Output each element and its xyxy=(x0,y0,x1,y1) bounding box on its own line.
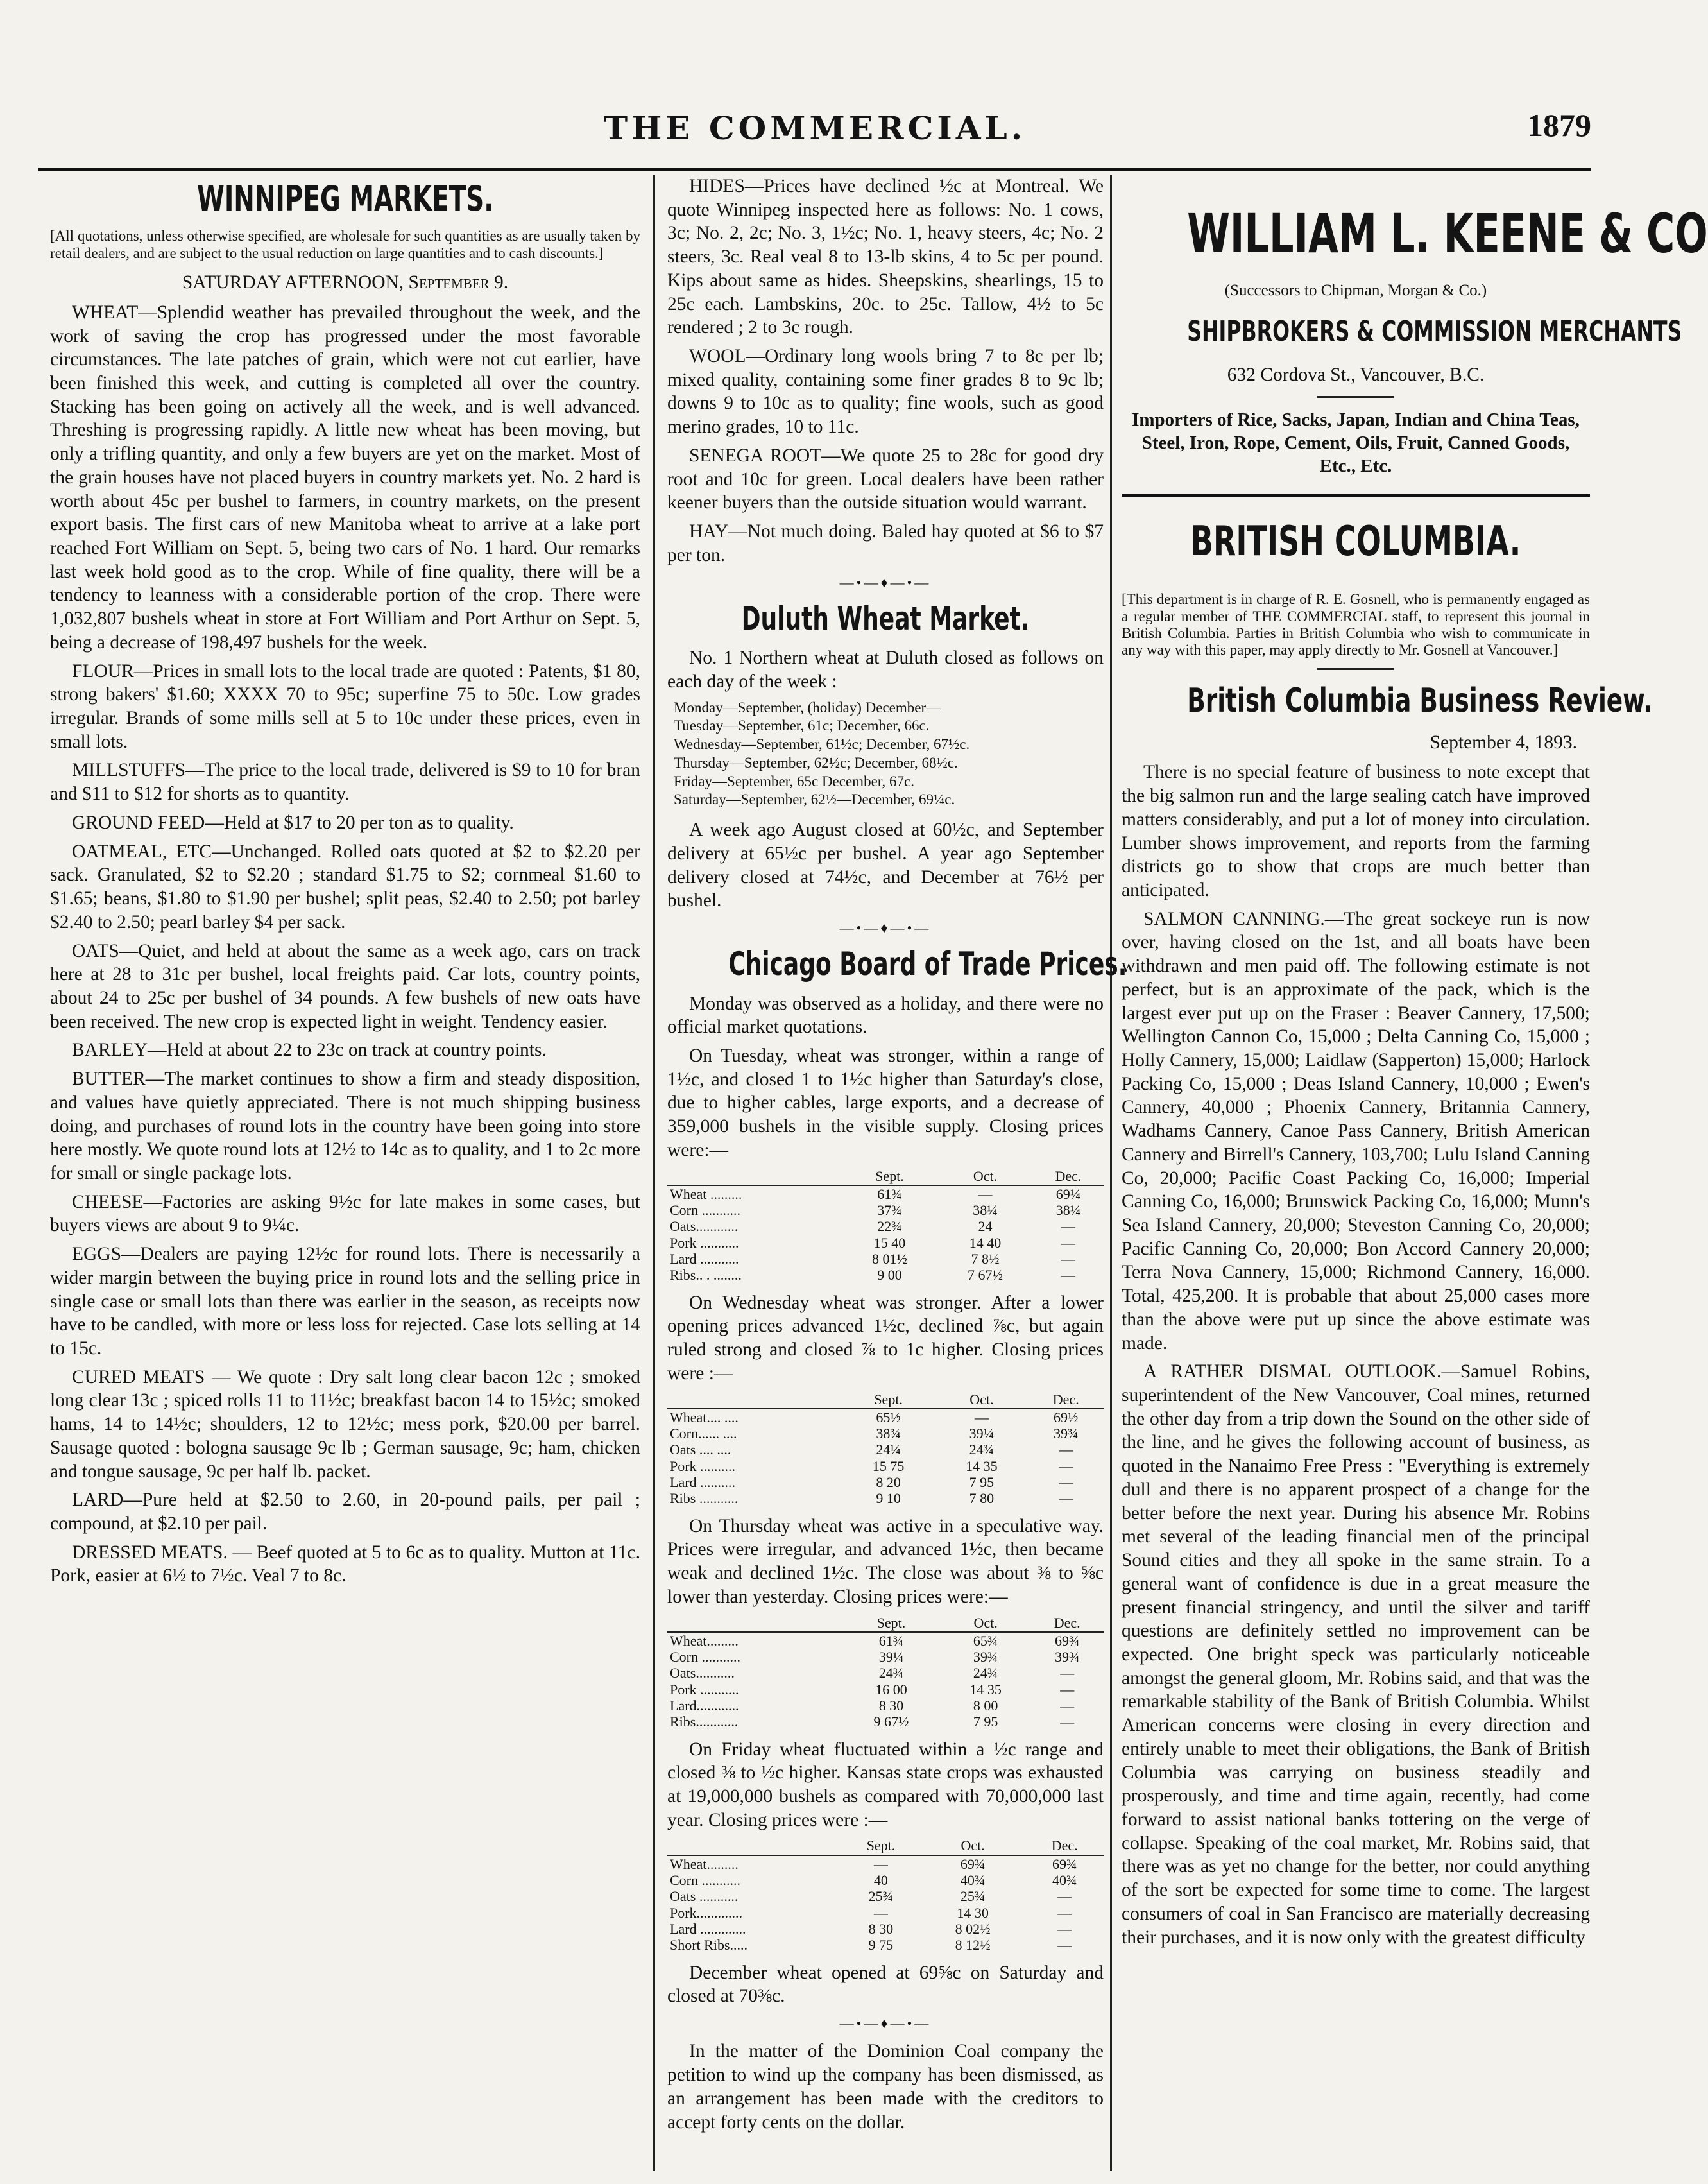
table-row xyxy=(667,1665,1104,1681)
table-cell: — xyxy=(873,1855,888,1872)
article-body xyxy=(50,301,640,1588)
table-cell: 25¾ xyxy=(868,1888,894,1905)
table-cell: Lard............ xyxy=(670,1697,739,1714)
section-title: British Columbia Business Review. xyxy=(1187,681,1653,720)
article-body xyxy=(1122,761,1590,1949)
table-column-header: Oct. xyxy=(941,1614,1030,1632)
daily-closing-item: Monday—September, (holiday) December— xyxy=(674,699,941,716)
paragraph-text: — We quote : Dry salt long clear bacon 12c ; smoked long clear 13c ; spiced rolls 11 to 11½c; breakfast bacon 14 to 15½c; smoked hams, 14 to 14½c; shoulders, 12 to 12½c; mess pork, $20.00 per barrel. Sausage quoted : bologna sausage 9c lb ; German sausage, 9c; ham, chicken and tongue sausage, 9c per half lb. packet. xyxy=(50,1366,640,1482)
table-cell: Pork ........... xyxy=(670,1234,739,1251)
paragraph-text: —We quote 25 to 28c for good dry root and 10c for green. Local dealers have been rather keener buyers than the outside situation would warrant. xyxy=(667,445,1104,513)
table-cell: 37¾ xyxy=(877,1202,902,1219)
table-column-header: Dec. xyxy=(1030,1614,1104,1632)
paragraph-text: —The market continues to show a firm and steady disposition, and values have quietly appreciated. There is not much shipping business doing, and purchases of round lots in the country have been going into store here mostly. We quote round lots at 12½ to 14c as to quality, and 1 to 2c more for small or single package lots. xyxy=(50,1069,640,1183)
table-cell: — xyxy=(1060,1697,1075,1714)
paragraph-text: There is no special feature of business to note except that the big salmon run and the large sealing catch have improved matters considerably, and put a lot of money into circulation. Lumber shows improvement, and reports from the farming districts go to show that crops are much better than anticipated. xyxy=(1122,762,1590,900)
paragraph: No. 1 Northern wheat at Duluth closed as follows on each day of the week : xyxy=(667,648,1104,692)
table-cell: — xyxy=(1057,1937,1072,1954)
table-row xyxy=(667,1251,1104,1267)
paragraph xyxy=(50,1541,640,1588)
daily-closing-list xyxy=(674,699,1104,810)
divider xyxy=(1122,494,1590,497)
paragraph-lead: CURED MEATS xyxy=(72,1366,205,1388)
table-row xyxy=(667,1458,1104,1474)
table-cell: 38¼ xyxy=(973,1202,998,1219)
paragraph xyxy=(50,1038,640,1062)
table-cell: 65¾ xyxy=(973,1632,998,1649)
table-cell: 69¼ xyxy=(1055,1185,1081,1202)
table-cell: — xyxy=(974,1409,989,1425)
daily-closing-item: Tuesday—September, 61c; December, 66c. xyxy=(674,718,930,734)
table-row xyxy=(667,1490,1104,1506)
separator: —•—♦—•— xyxy=(839,2015,932,2031)
paragraph-text: —Splendid weather has prevailed throughout the week, and the work of saving the crop has progressed under the most favorable circumstances. The late patches of grain, which were not cut earlier, have been finished this week, and cutting is completed all over the country. Stacking has been going on actively all the week, and is well advanced. Threshing is progressing rapidly. A little new wheat has been moving, but only a trifling quantity, and only a few buyers are yet on the market. Most of the grain houses have not placed buyers in country markets yet. No. 2 hard is worth about 45c per bushel to farmers, in country markets, on the present export basis. The first cars of new Manitoba wheat to arrive at a lake port reached Fort William on Sept. 5, being two cars of No. 1 hard. Our remarks last week hold good as to the crop. While of fine quality, there will be a tendency to leanness with a considerable portion of the crop. There were 1,032,807 bushels wheat in store at Fort William and Port Arthur on Sept. 5, being a decrease of 198,497 bushels for the week. xyxy=(50,302,640,653)
table-cell: 39¾ xyxy=(1054,1649,1080,1665)
paragraph-text: —Ordinary long wools bring 7 to 8c per lb; mixed quality, containing some finer grades 8 to 9c lb; downs 9 to 10c as to quality; fine wools, such as good merino grades, 10 to 11c. xyxy=(667,346,1104,438)
table-cell: 65½ xyxy=(876,1409,901,1425)
paragraph: Monday was observed as a holiday, and there were no official market quotations. xyxy=(667,993,1104,1038)
table-cell: — xyxy=(1061,1218,1075,1235)
table-row xyxy=(667,1202,1104,1218)
table-column-header: Sept. xyxy=(842,1837,920,1855)
paragraph xyxy=(1122,907,1590,1355)
separator: —•—♦—•— xyxy=(839,919,932,936)
table-cell: — xyxy=(1057,1888,1072,1905)
table-cell: 38¾ xyxy=(876,1425,901,1442)
paragraph: December wheat opened at 69⅝c on Saturday and closed at 70⅜c. xyxy=(667,1962,1104,2007)
paragraph-text: —Unchanged. Rolled oats quoted at $2 to $2.20 per sack. Granulated, $2 to $2.20 ; standard $1.75 to $2; cornmeal $1.60 to $1.65; beans, $1.80 to $1.90 per bushel; split peas, $2.40 to 2.50; pot barley $2.40 to 2.50; pearl barley $4 per sack. xyxy=(50,841,640,933)
paragraph-lead: WOOL xyxy=(689,346,746,367)
table-cell: — xyxy=(1060,1714,1075,1730)
table-cell: 8 30 xyxy=(878,1697,904,1714)
section-title: Chicago Board of Trade Prices. xyxy=(728,945,1127,983)
table-cell: 9 75 xyxy=(868,1937,894,1954)
table-row xyxy=(667,1185,1104,1202)
price-table xyxy=(667,1391,1104,1507)
section-title: WINNIPEG MARKETS. xyxy=(196,178,494,219)
paragraph xyxy=(50,301,640,655)
department-note: [This department is in charge of R. E. Gosnell, who is permanently engaged as a regular member of THE COMMERCIAL staff, to represent this journal in British Columbia. Parties in British Columbia who wish to communicate in any way with this paper, may apply directly to Mr. Gosnell at Vancouver.] xyxy=(1122,591,1590,658)
table-cell: 38¼ xyxy=(1055,1202,1081,1219)
section-title: Duluth Wheat Market. xyxy=(741,599,1030,637)
table-cell: Wheat......... xyxy=(670,1855,739,1872)
table-row xyxy=(667,1921,1104,1937)
table-cell: Oats ........... xyxy=(670,1888,739,1905)
divider xyxy=(1317,396,1394,398)
paragraph-text: —Quiet, and held at about the same as a week ago, cars on track here at 28 to 31c per bushel, local freights paid. Car lots, country points, about 24 to 25c per bushel of 34 pounds. A few bushels of new oats have been received. The new crop is expected light in weight. Tendency easier. xyxy=(50,940,640,1032)
table-row xyxy=(667,1649,1104,1665)
table-cell: Lard ........... xyxy=(670,1251,739,1268)
paragraph-lead: MILLSTUFFS xyxy=(72,760,186,781)
table-column-header: Dec. xyxy=(1033,1167,1104,1185)
paragraph-text: —Not much doing. Baled hay quoted at $6 to $7 per ton. xyxy=(667,521,1104,565)
page-header xyxy=(38,96,1591,160)
table-cell: Ribs.. . ........ xyxy=(670,1267,742,1284)
table-cell: — xyxy=(978,1185,993,1202)
paragraph xyxy=(50,660,640,754)
table-column-header: Sept. xyxy=(842,1391,935,1409)
table-row xyxy=(667,1267,1104,1283)
paragraph: On Thursday wheat was active in a speculative way. Prices were irregular, and advanced 1½c, then became weak and declined 1½c. The close was about ⅜ to ⅝c lower than yesterday. Closing prices were:— xyxy=(667,1515,1104,1607)
table-cell: 16 00 xyxy=(875,1681,907,1698)
advertiser-role: SHIPBROKERS & COMMISSION MERCHANTS xyxy=(1187,314,1682,348)
table-row xyxy=(667,1681,1104,1698)
paragraph-lead: FLOUR xyxy=(72,660,134,682)
table-row xyxy=(667,1632,1104,1649)
table-cell: 24¼ xyxy=(876,1441,901,1458)
table-cell: 14 35 xyxy=(966,1457,998,1474)
price-table xyxy=(667,1167,1104,1284)
table-cell: Wheat ......... xyxy=(670,1185,742,1202)
table-cell: 24 xyxy=(978,1218,993,1235)
paragraph-text: —Held at $17 to 20 per ton as to quality. xyxy=(205,812,514,833)
keene-advertisement xyxy=(1122,200,1708,477)
table-cell: 9 00 xyxy=(877,1267,902,1284)
divider xyxy=(1317,668,1394,670)
table-cell: — xyxy=(1061,1234,1075,1251)
paragraph-text: —Held at about 22 to 23c on track at country points. xyxy=(148,1040,547,1061)
paragraph xyxy=(50,1242,640,1361)
table-cell: 9 10 xyxy=(876,1490,901,1507)
table-row xyxy=(667,1425,1104,1441)
paragraph-lead: DRESSED MEATS xyxy=(72,1542,223,1563)
paragraph: A week ago August closed at 60½c, and September delivery at 65½c per bushel. A year ago September delivery closed at 74½c, and December at 76½ per bushel. xyxy=(667,820,1104,911)
table-cell: 7 67½ xyxy=(968,1267,1003,1284)
paragraph-lead: CHEESE xyxy=(72,1191,144,1212)
table-cell: 14 30 xyxy=(957,1904,989,1921)
table-cell: Pork ........... xyxy=(670,1681,739,1698)
paragraph-lead: OATMEAL, ETC xyxy=(72,841,212,862)
paragraph-text: —The price to the local trade, delivered is $9 to 10 for bran and $11 to $12 for shorts as to quantity. xyxy=(50,760,640,805)
table-row xyxy=(667,1235,1104,1251)
table-cell: 39¼ xyxy=(878,1649,904,1665)
table-cell: Wheat.... .... xyxy=(670,1409,739,1425)
paragraph-text: —Pure held at $2.50 to 2.60, in 20-pound pails, per pail ; compound, at $2.10 per pail. xyxy=(50,1490,640,1535)
table-cell: Oats............ xyxy=(670,1218,739,1235)
table-cell: 14 40 xyxy=(969,1234,1002,1251)
table-row xyxy=(667,1474,1104,1490)
table-cell: 69¾ xyxy=(1054,1632,1080,1649)
paragraph-lead: WHEAT xyxy=(72,302,139,323)
table-cell: Corn...... .... xyxy=(670,1425,737,1442)
table-cell: 24¾ xyxy=(878,1665,904,1681)
table-cell: Lard ............. xyxy=(670,1920,746,1937)
table-column-header: Oct. xyxy=(920,1837,1026,1855)
paragraph-text: —Dealers are paying 12½c for round lots. There is necessarily a wider margin between the buying price in round lots and the selling price in single case or small lots than there was earlier in the season, as receipts now have to be candled, with more or less loss for rejected. Case lots selling at 14 to 15c. xyxy=(50,1244,640,1359)
table-cell: — xyxy=(1060,1681,1075,1698)
table-cell: 8 01½ xyxy=(872,1251,907,1268)
table-cell: 7 80 xyxy=(969,1490,995,1507)
table-cell: 39¾ xyxy=(973,1649,998,1665)
paragraph-lead: BARLEY xyxy=(72,1040,148,1061)
table-row xyxy=(667,1698,1104,1714)
table-cell: Corn ........... xyxy=(670,1202,740,1219)
table-column-header: Dec. xyxy=(1029,1391,1104,1409)
table-row xyxy=(667,1409,1104,1425)
table-cell: Short Ribs..... xyxy=(670,1937,748,1954)
table-row xyxy=(667,1441,1104,1457)
table-cell: 69¾ xyxy=(1052,1855,1077,1872)
paragraph xyxy=(667,345,1104,439)
daily-closing-item: Wednesday—September, 61½c; December, 67½c. xyxy=(674,736,970,753)
table-cell: Oats .... .... xyxy=(670,1441,731,1458)
paragraph xyxy=(1122,761,1590,902)
table-cell: — xyxy=(1059,1457,1073,1474)
paragraph-text: .—Samuel Robins, superintendent of the New Vancouver, Coal mines, returned the other day from a trip down the Sound on the other side of the line, and he gives the following account of business, as quoted in the Nanaimo Free Press : "Everything is extremely dull and there is no apparent prospect of a change for the better before the next year. During his absence Mr. Robins met several of the leading financial men of the principal Sound cities and they all spoke in the same strain. To a general want of confidence is due in a great measure the present financial stringency, and until the silver and tariff questions are definitely settled no improvement can be expected. One bright speck was particularly noticeable amongst the general gloom, Mr. Robins said, and that was the remarkable stability of the Bank of British Columbia. Whilst American concerns were closing in every direction and entirely unable to meet their obligations, the Bank of British Columbia was carrying on business steadily and prosperously, and time and time again, recently, had come forward to assist national banks tottering on the verge of collapse. Speaking of the coal market, Mr. Robins said, that there was as yet no change for the better, nor could anything of the sort be expected for some time to come. The largest consumers of coal in San Francisco are materially decreasing their purchases, and it is now only with the greatest difficulty xyxy=(1122,1361,1590,1948)
daily-closing-item: Thursday—September, 62½c; December, 68½c. xyxy=(674,754,958,771)
advertiser-name: WILLIAM L. KEENE & CO xyxy=(1187,202,1708,265)
paragraph-text: . — Beef quoted at 5 to 6c as to quality. Mutton at 11c. Pork, easier at 6½ to 7½c. Veal 7 to 8c. xyxy=(50,1542,640,1586)
paragraph xyxy=(50,1488,640,1535)
table-column-header xyxy=(667,1167,842,1185)
dateline: SATURDAY AFTERNOON, September 9. xyxy=(182,272,509,293)
table-cell: Lard .......... xyxy=(670,1474,736,1491)
table-column-header: Oct. xyxy=(937,1167,1033,1185)
table-cell: Pork............. xyxy=(670,1904,743,1921)
table-row xyxy=(667,1937,1104,1953)
paragraph-lead: EGGS xyxy=(72,1244,122,1265)
table-row xyxy=(667,1855,1104,1872)
table-row xyxy=(667,1218,1104,1234)
page-number: 1879 xyxy=(1527,107,1591,143)
table-column-header: Oct. xyxy=(935,1391,1028,1409)
table-column-header: Sept. xyxy=(842,1614,941,1632)
article-body xyxy=(667,175,1104,567)
section-title: BRITISH COLUMBIA. xyxy=(1190,518,1521,566)
paragraph-lead: SALMON CANNING xyxy=(1143,908,1320,929)
table-cell: Ribs ........... xyxy=(670,1490,739,1507)
paragraph-lead: LARD xyxy=(72,1490,124,1511)
paragraph xyxy=(50,1067,640,1185)
paragraph-lead: HIDES xyxy=(689,176,745,196)
table-cell: 40¾ xyxy=(1052,1872,1077,1889)
table-cell: 7 95 xyxy=(969,1474,995,1491)
table-cell: 8 12½ xyxy=(955,1937,991,1954)
table-cell: 22¾ xyxy=(877,1218,902,1235)
table-cell: — xyxy=(1059,1441,1073,1458)
table-column-header: Dec. xyxy=(1025,1837,1104,1855)
table-cell: 61¾ xyxy=(878,1632,904,1649)
table-cell: 69¾ xyxy=(960,1855,986,1872)
table-cell: — xyxy=(1057,1904,1072,1921)
table-cell: — xyxy=(1059,1474,1073,1491)
table-cell: — xyxy=(1061,1267,1075,1284)
advertiser-importers: Importers of Rice, Sacks, Japan, Indian and China Teas, Steel, Iron, Rope, Cement, Oils, Fruit, Canned Goods, Etc., Etc. xyxy=(1132,409,1580,477)
dateline: September 4, 1893. xyxy=(1430,732,1577,753)
paragraph: On Friday wheat fluctuated within a ½c range and closed ⅜ to ½c higher. Kansas state crops was exhausted at 19,000,000 bushels as compared with 70,000,000 last year. Closing prices were :— xyxy=(667,1739,1104,1830)
table-column-header xyxy=(667,1614,842,1632)
table-cell: 8 30 xyxy=(868,1920,894,1937)
price-table xyxy=(667,1837,1104,1953)
table-row xyxy=(667,1714,1104,1730)
table-cell: — xyxy=(1060,1665,1075,1681)
paragraph-text: —Prices in small lots to the local trade are quoted : Patents, $1 80, strong bakers' $1.60; XXXX 70 to 95c; superfine 75 to 50c. Low grades irregular. Brands of some mills sell at 5 to 10c under these prices, even in small lots. xyxy=(50,660,640,752)
table-cell: 15 75 xyxy=(872,1457,905,1474)
paragraph-lead: HAY xyxy=(689,521,729,542)
table-cell: Ribs............ xyxy=(670,1714,739,1730)
price-table xyxy=(667,1614,1104,1730)
paragraph xyxy=(667,520,1104,567)
header-rule xyxy=(38,168,1591,171)
table-cell: 40¾ xyxy=(960,1872,986,1889)
table-cell: 25¾ xyxy=(960,1888,986,1905)
paragraph xyxy=(50,940,640,1034)
table-cell: 39¾ xyxy=(1054,1425,1079,1442)
paragraph-lead: OATS xyxy=(72,940,119,961)
table-cell: — xyxy=(1061,1251,1075,1268)
table-cell: 69½ xyxy=(1054,1409,1079,1425)
daily-closing-item: Saturday—September, 62½—December, 69¼c. xyxy=(674,791,955,808)
table-cell: 15 40 xyxy=(873,1234,906,1251)
table-cell: 24¾ xyxy=(969,1441,995,1458)
table-cell: 40 xyxy=(873,1872,888,1889)
paragraph-lead: BUTTER xyxy=(72,1069,146,1090)
paragraph xyxy=(667,175,1104,340)
table-cell: 9 67½ xyxy=(873,1714,909,1730)
page-title: THE COMMERCIAL. xyxy=(603,109,1027,147)
table-cell: 24¾ xyxy=(973,1665,998,1681)
table-row xyxy=(667,1905,1104,1921)
table-cell: 61¾ xyxy=(877,1185,902,1202)
table-column-header: Sept. xyxy=(842,1167,937,1185)
column-divider xyxy=(1110,175,1112,2171)
paragraph xyxy=(1122,1360,1590,1949)
table-cell: 7 95 xyxy=(973,1714,998,1730)
table-cell: — xyxy=(1057,1920,1072,1937)
right-column xyxy=(1122,175,1708,2177)
table-cell: 8 02½ xyxy=(955,1920,991,1937)
table-cell: Corn ........... xyxy=(670,1872,740,1889)
paragraph xyxy=(50,759,640,805)
table-row xyxy=(667,1888,1104,1904)
table-cell: 8 20 xyxy=(876,1474,901,1491)
paragraph xyxy=(667,444,1104,515)
table-cell: — xyxy=(1059,1490,1073,1507)
table-cell: — xyxy=(873,1904,888,1921)
table-cell: 7 8½ xyxy=(971,1251,1000,1268)
paragraph-text: —Factories are asking 9½c for late makes in some cases, but buyers views are about 9 to 9¼c. xyxy=(50,1191,640,1236)
table-cell: 14 35 xyxy=(969,1681,1002,1698)
paragraph xyxy=(50,811,640,835)
winnipeg-markets-column xyxy=(50,175,640,2177)
middle-column xyxy=(667,175,1127,2177)
advertiser-successors: (Successors to Chipman, Morgan & Co.) xyxy=(1224,281,1487,299)
table-cell: Corn ........... xyxy=(670,1649,740,1665)
paragraph-lead: A RATHER DISMAL OUTLOOK xyxy=(1143,1361,1437,1382)
paragraph xyxy=(50,1191,640,1237)
table-cell: 39¼ xyxy=(969,1425,995,1442)
quotation-note: [All quotations, unless otherwise specified, are wholesale for such quantities as are usually taken by retail dealers, and are subject to the usual reduction on large quantities and to cash discounts.] xyxy=(50,228,640,261)
paragraph-lead: SENEGA ROOT xyxy=(689,445,822,466)
paragraph: In the matter of the Dominion Coal company the petition to wind up the company has been dismissed, as an arrangement has been made with the creditors to accept forty cents on the dollar. xyxy=(667,2041,1104,2133)
daily-closing-item: Friday—September, 65c December, 67c. xyxy=(674,773,914,789)
table-row xyxy=(667,1872,1104,1888)
paragraph: On Tuesday, wheat was stronger, within a range of 1½c, and closed 1 to 1½c higher than Saturday's close, due to higher cables, large exports, and a decrease of 359,000 bushels in the visible supply. Closing prices were:— xyxy=(667,1045,1104,1160)
paragraph-text: —Prices have declined ½c at Montreal. We quote Winnipeg inspected here as follows: No. 1 cows, 3c; No. 2, 2c; No. 3, 1½c; No. 1, heavy steers, 4c; No. 2 steers, 3c. Real veal 8 to 13-lb skins, 4 to 5c per pound. Kips about same as hides. Sheepskins, shearlings, 15 to 25c each. Lambskins, 20c. to 25c. Tallow, 4½ to 5c rendered ; 2 to 3c rough. xyxy=(667,176,1104,338)
paragraph xyxy=(50,1366,640,1484)
table-cell: Wheat......... xyxy=(670,1632,739,1649)
table-column-header xyxy=(667,1837,842,1855)
advertiser-address: 632 Cordova St., Vancouver, B.C. xyxy=(1227,365,1485,386)
paragraph-lead: GROUND FEED xyxy=(72,812,205,833)
separator: —•—♦—•— xyxy=(839,574,932,590)
column-divider xyxy=(653,175,655,2171)
table-cell: Pork .......... xyxy=(670,1457,736,1474)
paragraph xyxy=(50,840,640,934)
paragraph-text: .—The great sockeye run is now over, having closed on the 1st, and all boats have been withdrawn and men paid off. The following estimate is not perfect, but is an approximate of the pack, which is the largest ever put up on the Fraser : Beaver Cannery, 17,500; Wellington Cannon Co, 15,000 ; Delta Canning Co, 15,000 ; Holly Cannery, 15,000; Laidlaw (Sapperton) 15,000; Harlock Packing Co, 15,000 ; Deas Island Cannery, 10,000 ; Ewen's Cannery, 40,000 ; Phoenix Cannery, Britannia Cannery, Wadhams Cannery, Canoe Pass Cannery, British American Cannery and Birrell's Cannery, 103,700; Lulu Island Canning Co, 20,000; Pacific Coast Packing Co, 16,000; Imperial Canning Co, 16,000; Brunswick Packing Co, 16,000; Munn's Sea Island Cannery, 20,000; Steveston Canning Co, 20,000; Pacific Canning Co, 20,000; Bon Accord Cannery 20,000; Terra Nova Cannery, 15,000; Richmond Cannery, 16,000. Total, 425,200. It is probable that about 25,000 cases more than the above were put up since the above estimate was made. xyxy=(1122,908,1590,1354)
table-cell: Oats........... xyxy=(670,1665,735,1681)
table-cell: 8 00 xyxy=(973,1697,998,1714)
paragraph: On Wednesday wheat was stronger. After a lower opening prices advanced 1½c, declined ⅞c, but again ruled strong and closed ⅞ to 1c higher. Closing prices were :— xyxy=(667,1292,1104,1384)
table-column-header xyxy=(667,1391,842,1409)
